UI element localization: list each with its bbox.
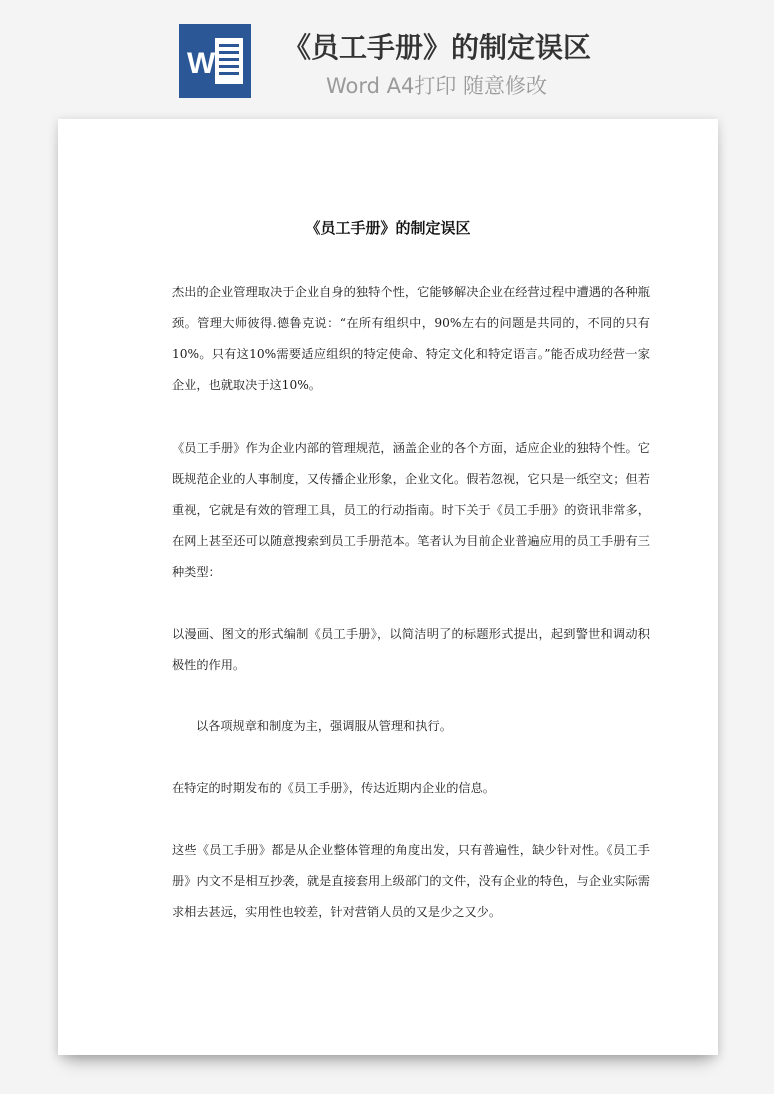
paragraph-5: 在特定的时期发布的《员工手册》，传达近期内企业的信息。: [172, 781, 495, 795]
paragraph-1: 杰出的企业管理取决于企业自身的独特个性，它能够解决企业在经营过程中遭遇的各种瓶颈。管理大师彼得.德鲁克说：“在所有组织中，90%左右的问题是共同的，不同的只有10%。只有这10%需要适应组织的特定使命、特定文化和特定语言。”能否成功经营一家企业，也就取决于这10%。: [172, 285, 650, 392]
header: [0, 0, 774, 112]
paragraph-4: 以各项规章和制度为主，强调服从管理和执行。: [196, 719, 452, 733]
paragraph-6: 这些《员工手册》都是从企业整体管理的角度出发，只有普遍性，缺少针对性。《员工手册》内文不是相互抄袭，就是直接套用上级部门的文件，没有企业的特色，与企业实际需求相去甚远，实用性也较差，针对营销人员的又是少之又少。: [172, 843, 650, 919]
word-icon-letter: W: [187, 47, 216, 80]
document-page: [58, 119, 718, 1055]
word-icon: [179, 24, 251, 98]
header-subtitle: Word A4打印 随意修改: [326, 74, 548, 98]
document-title: 《员工手册》的制定误区: [305, 219, 471, 237]
paragraph-3: 以漫画、图文的形式编制《员工手册》，以简洁明了的标题形式提出，起到警世和调动积极性的作用。: [172, 627, 650, 672]
header-title: 《员工手册》的制定误区: [283, 31, 592, 64]
paragraph-2: 《员工手册》作为企业内部的管理规范，涵盖企业的各个方面，适应企业的独特个性。它既规范企业的人事制度，又传播企业形象，企业文化。假若忽视，它只是一纸空文；但若重视，它就是有效的管理工具，员工的行动指南。时下关于《员工手册》的资讯非常多，在网上甚至还可以随意搜索到员工手册范本。笔者认为目前企业普遍应用的员工手册有三种类型：: [172, 441, 650, 579]
